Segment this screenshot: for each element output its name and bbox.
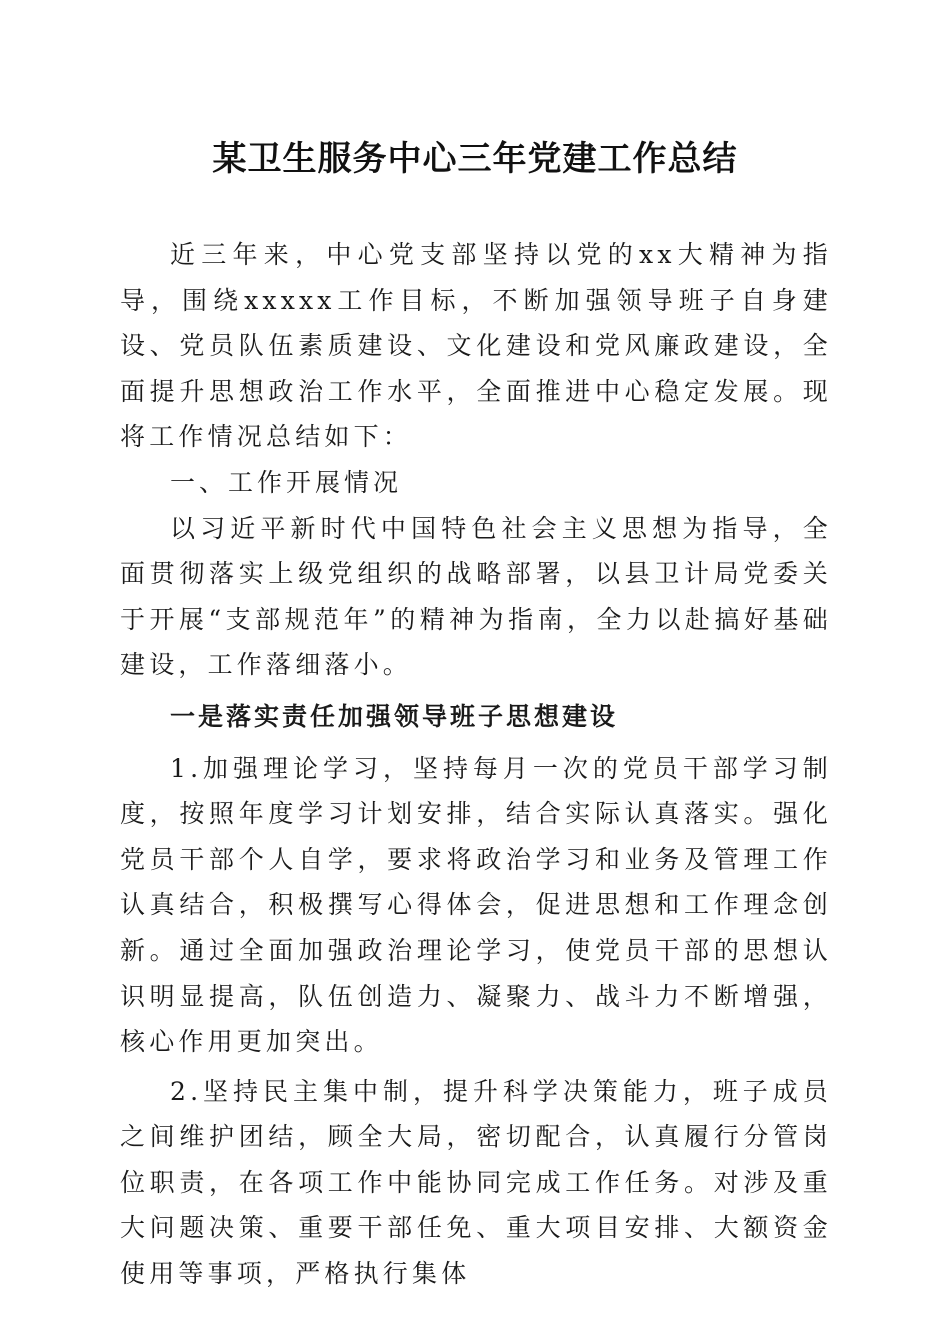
section-heading: 一、工作开展情况 xyxy=(170,467,403,497)
intro-paragraph: 近三年来，中心党支部坚持以党的xx大精神为指导，围绕xxxxx工作目标，不断加强领导班子自身建设、党员队伍素质建设、文化建设和党风廉政建设，全面提升思想政治工作水平，全面推进中心稳定发展。现将工作情况总结如下： xyxy=(120,240,832,452)
subheading: 一是落实责任加强领导班子思想建设 xyxy=(170,701,619,731)
section-paragraph: 以习近平新时代中国特色社会主义思想为指导，全面贯彻落实上级党组织的战略部署，以县卫计局党委关于开展“支部规范年”的精神为指南，全力以赴搞好基础建设，工作落细落小。 xyxy=(120,513,832,680)
page-title: 某卫生服务中心三年党建工作总结 xyxy=(212,139,738,179)
item-paragraph-2: 2.坚持民主集中制，提升科学决策能力，班子成员之间维护团结，顾全大局，密切配合，认真履行分管岗位职责，在各项工作中能协同完成工作任务。对涉及重大问题决策、重要干部任免、重大项目安排、大额资金使用等事项，严格执行集体 xyxy=(120,1076,832,1289)
document-body xyxy=(120,232,832,1297)
item-paragraph-1: 1.加强理论学习，坚持每月一次的党员干部学习制度，按照年度学习计划安排，结合实际认真落实。强化党员干部个人自学，要求将政治学习和业务及管理工作认真结合，积极撰写心得体会，促进思想和工作理念创新。通过全面加强政治理论学习，使党员干部的思想认识明显提高，队伍创造力、凝聚力、战斗力不断增强，核心作用更加突出。 xyxy=(120,753,832,1057)
